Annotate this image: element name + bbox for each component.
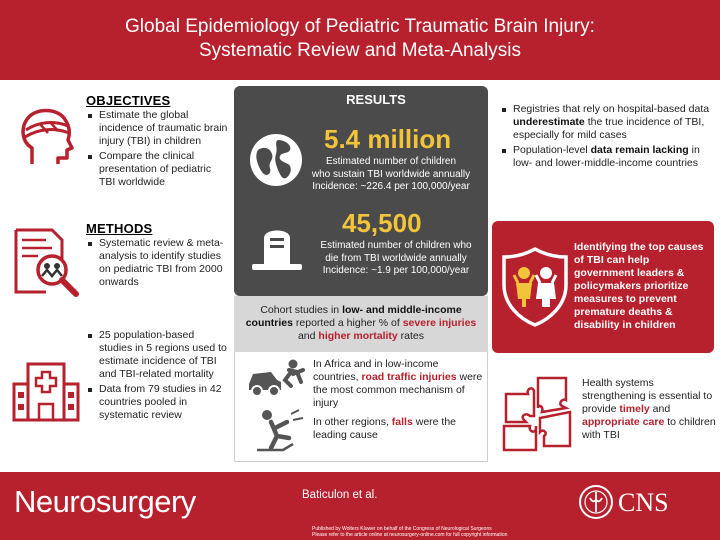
stat2-line3: Incidence: ~1.9 per 100,000/year (322, 265, 470, 276)
policy-text: Identifying the top causes of TBI can help government leaders & policymakers prioritize measures to prevent premature deaths & disability in children (574, 241, 704, 331)
author-credit: Baticulon et al. (302, 489, 378, 501)
mech-p2c: were the leading cause (313, 416, 457, 441)
stat2-value: 45,500 (342, 208, 422, 238)
cohort-text (244, 304, 478, 343)
stat1-line3: Incidence: ~226.4 per 100,000/year (312, 181, 470, 192)
cns-logo-text: CNS (618, 488, 669, 517)
title-line-1: Global Epidemiology of Pediatric Traumatic Brain Injury: (125, 16, 595, 37)
finding2-b: data remain lacking (590, 144, 689, 156)
cns-seal-icon (578, 484, 614, 525)
list-item: Estimate the global incidence of traumatic brain injury (TBI) in children (86, 109, 228, 148)
methods-list-2 (86, 329, 228, 424)
findings-list (500, 103, 712, 172)
cohort-t1: Cohort studies in (260, 304, 343, 316)
results-heading: RESULTS (346, 92, 406, 107)
finding1-a: Registries that rely on hospital-based data (513, 103, 710, 115)
journal-brand: Neurosurgery (14, 484, 196, 519)
mech-p1c: were the most common mechanism of injury (313, 371, 483, 409)
footer-banner (0, 472, 720, 540)
cohort-t6: higher mortality (318, 330, 398, 342)
hs-e: to children with TBI (582, 416, 716, 441)
hs-d: appropriate care (582, 416, 665, 428)
list-item: 25 population-based studies in 5 regions used to estimate incidence of TBI and TBI-related mortality (86, 329, 228, 381)
publisher-note (312, 526, 507, 538)
finding2-c: in low- and lower-middle-income countries (513, 144, 700, 169)
falling-person-icon (253, 408, 305, 457)
document-magnifier-icon (12, 226, 82, 303)
cohort-t3: reported a higher % of (292, 317, 403, 329)
objectives-list (86, 109, 228, 191)
list-item: Compare the clinical presentation of pediatric TBI worldwide (86, 150, 228, 189)
page-title (20, 15, 700, 63)
stat2-text (306, 240, 486, 278)
list-item (500, 144, 712, 170)
hs-c: and (649, 403, 671, 415)
car-crash-icon (247, 358, 305, 403)
cohort-box (234, 296, 488, 352)
methods-heading: METHODS (86, 221, 153, 236)
stat2-line1: Estimated number of children who (320, 240, 472, 251)
stat1-line1: Estimated number of children (325, 156, 457, 167)
mech-p1b: road traffic injuries (361, 371, 457, 383)
cohort-t4: severe injuries (402, 317, 477, 329)
head-bandage-icon (14, 104, 80, 175)
policy-box (492, 221, 714, 353)
stat1-line2: who sustain TBI worldwide annually (311, 168, 471, 180)
stat2-line2: die from TBI worldwide annually (325, 252, 467, 264)
publisher-line1: Published by Wolters Kluwer on behalf of the Congress of Neurological Surgeons (312, 526, 492, 532)
puzzle-icon (500, 372, 576, 457)
finding2-a: Population-level (513, 144, 591, 156)
objectives-heading: OBJECTIVES (86, 93, 171, 108)
methods-list (86, 237, 228, 291)
tombstone-icon (250, 222, 304, 277)
results-panel (234, 86, 488, 296)
mech-p1a: In Africa and in low-income countries, (313, 358, 439, 383)
list-item: Data from 79 studies in 42 countries pooled in systematic review (86, 383, 228, 422)
hospital-icon (10, 360, 82, 429)
shield-children-icon (500, 245, 570, 334)
header-banner (0, 0, 720, 80)
stat1-text (296, 156, 486, 194)
mechanism-box (234, 352, 488, 462)
cohort-t7: rates (397, 330, 425, 342)
mechanism-text-2 (313, 416, 483, 442)
finding1-c: the true incidence of TBI, especially for mild cases (513, 116, 705, 141)
mechanism-text-1 (313, 358, 483, 410)
hs-a: Health systems strengthening is essential to provide (582, 377, 713, 415)
list-item: Systematic review & meta-analysis to identify studies on pediatric TBI from 2000 onwards (86, 237, 228, 289)
list-item (500, 103, 712, 142)
cohort-t5: and (297, 330, 319, 342)
hs-b: timely (619, 403, 650, 415)
title-line-2: Systematic Review and Meta-Analysis (198, 40, 522, 61)
mech-p2a: In other regions, (313, 416, 392, 428)
stat1-value: 5.4 million (324, 124, 452, 154)
health-systems-text (582, 377, 716, 442)
finding1-b: underestimate (513, 116, 585, 128)
mech-p2b: falls (391, 416, 413, 428)
left-column (0, 80, 232, 472)
publisher-line2: Please refer to the article online at neurosurgery-online.com for full copyright information (312, 532, 508, 538)
cohort-t2: low- and middle-income countries (245, 304, 462, 329)
